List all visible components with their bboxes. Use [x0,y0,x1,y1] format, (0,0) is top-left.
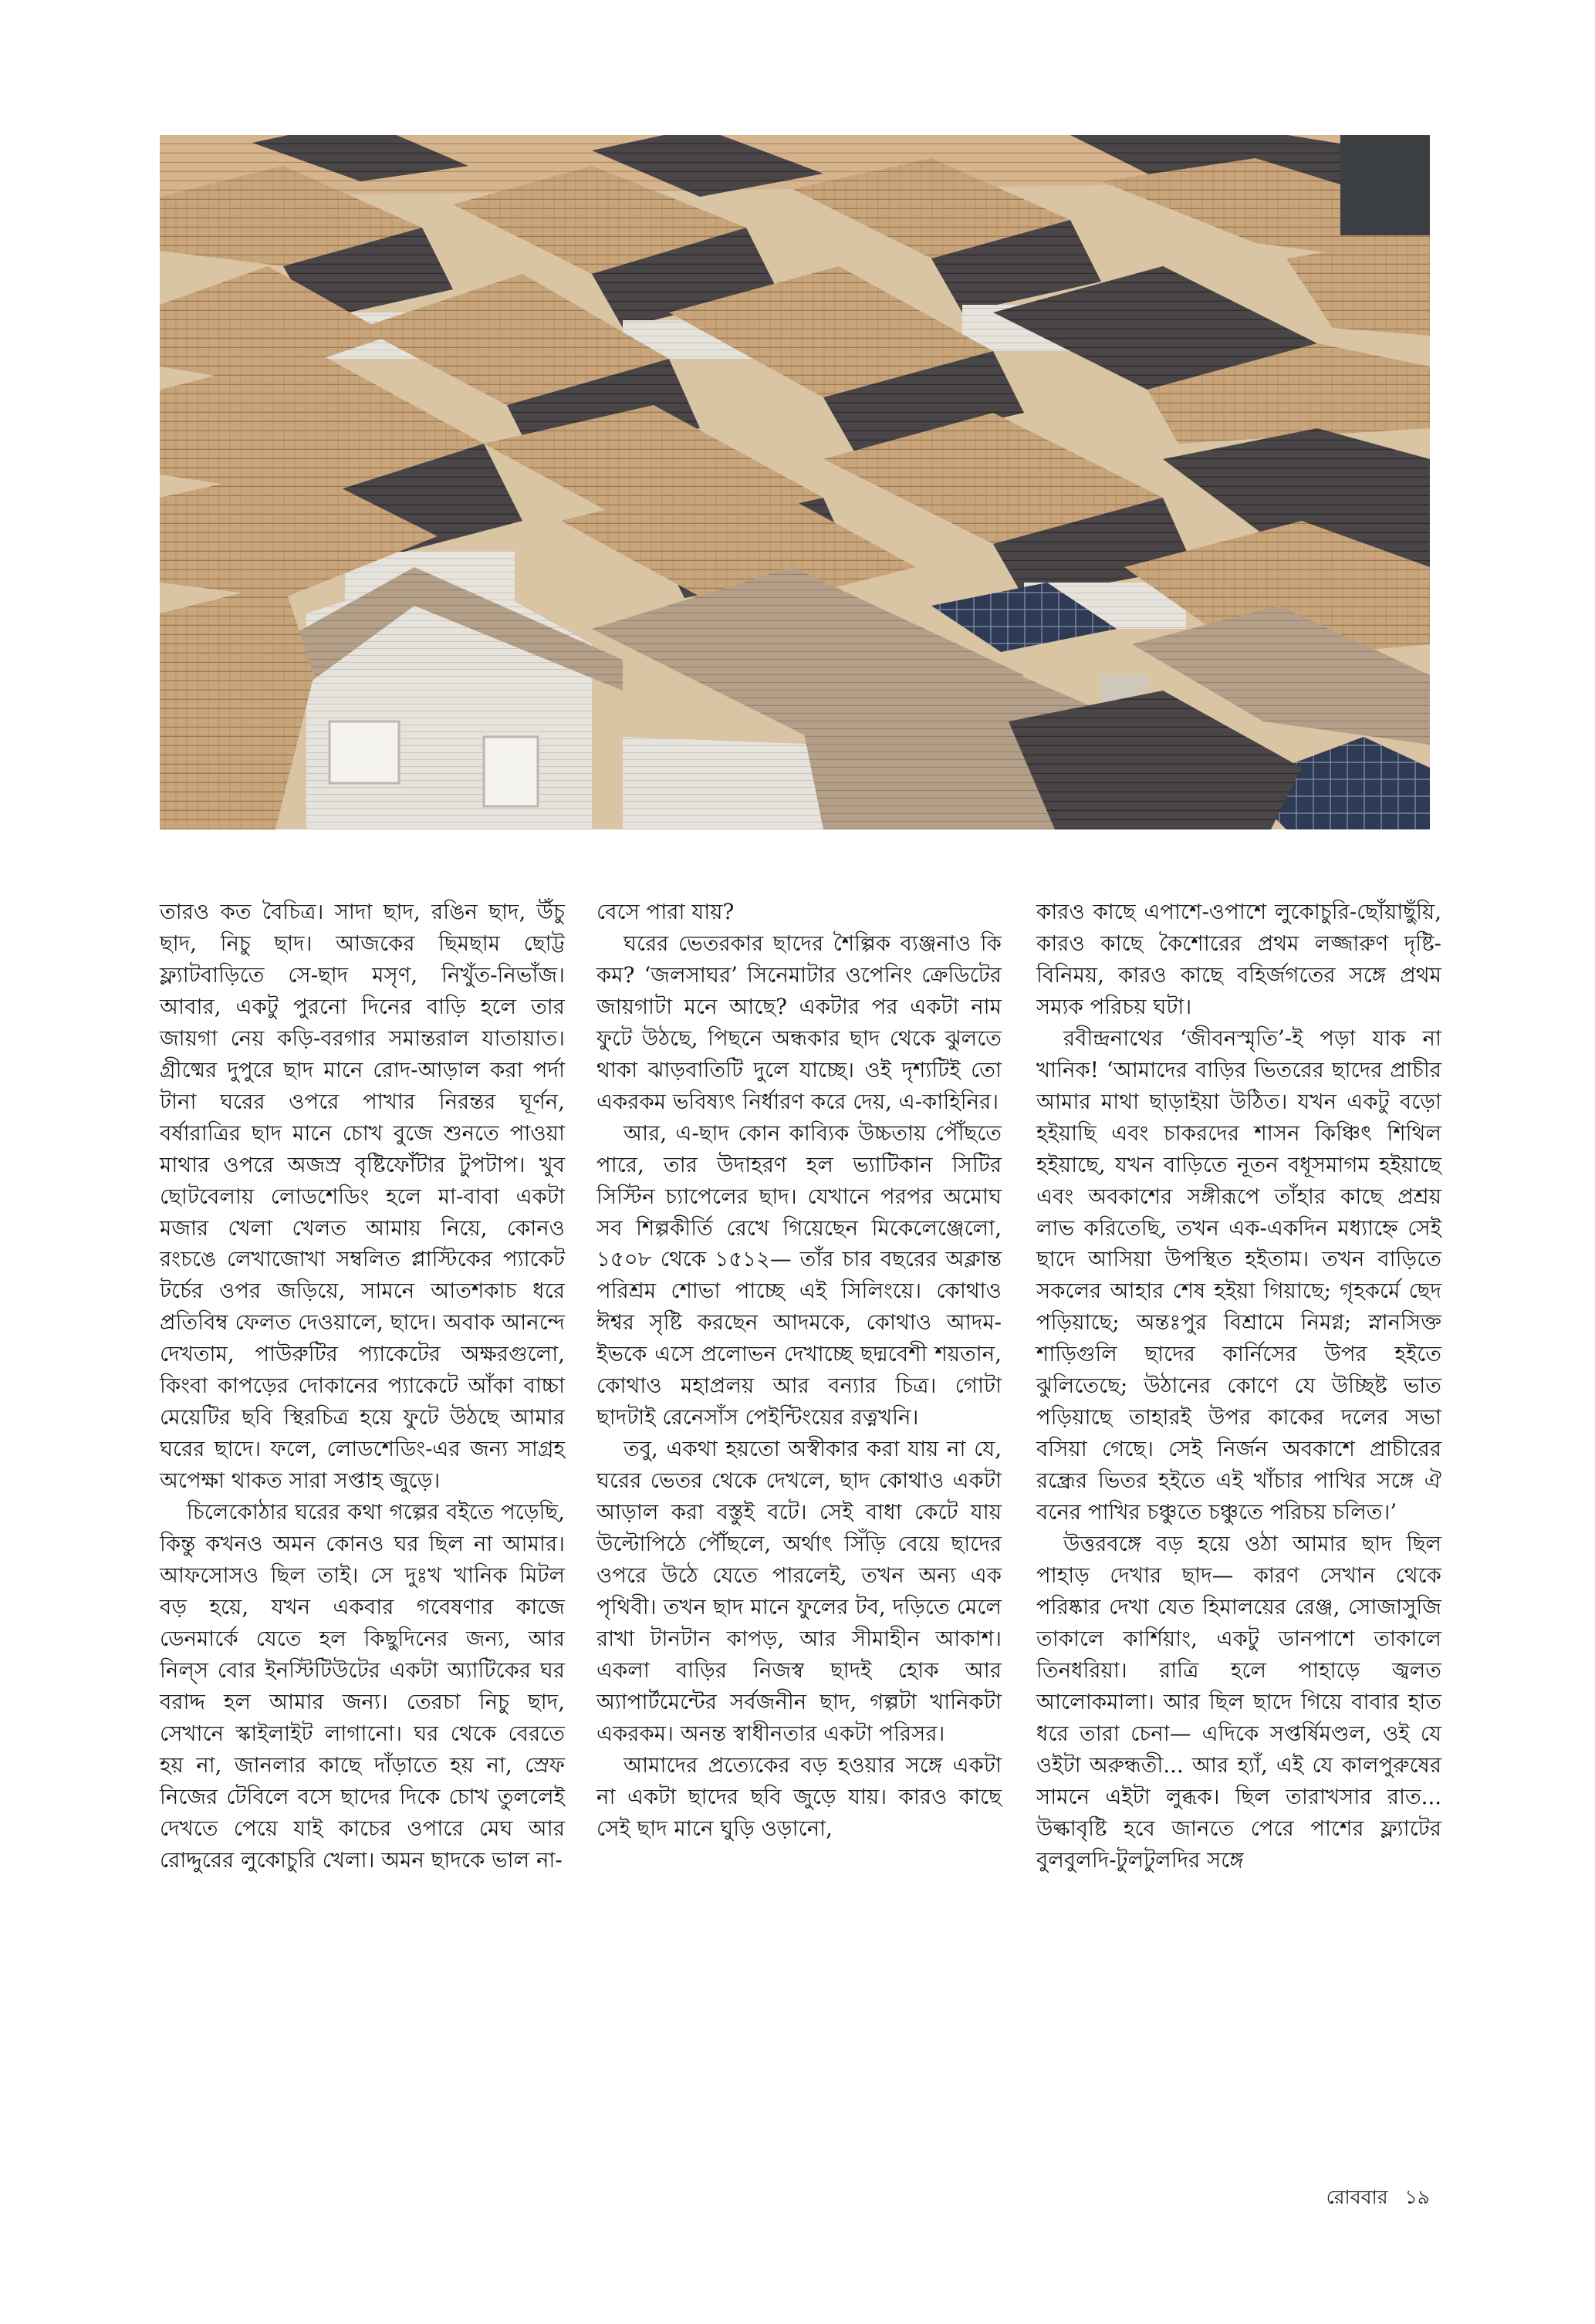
paragraph: বেসে পারা যায়? [596,899,735,924]
paragraph: তবু, একথা হয়তো অস্বীকার করা যায় না যে, ঘরের ভেতর থেকে দেখলে, ছাদ কোথাও একটা আড়াল করা বস্তুই বটে। সেই বাধা কেটে যায় উল্টোপিঠে পৌঁছলে, অর্থাৎ সিঁড়ি বেয়ে ছাদের ওপরে উঠে যেতে পারলেই, তখন অন্য এক পৃথিবী। তখন ছাদ মানে ফুলের টব, দড়িতে মেলে রাখা টানটান কাপড়, আর সীমাহীন আকাশ। একলা বাড়ির নিজস্ব ছাদই হোক আর অ্যাপার্টমেন্টের সর্বজনীন ছাদ, গল্পটা খানিকটা একরকম। অনন্ত স্বাধীনতার একটা পরিসর। [596,1436,1002,1746]
text-column-2 [596,897,1002,1845]
magazine-name: রোববার [1326,2186,1388,2208]
page-number: ১৯ [1404,2186,1430,2208]
tiled-rooftops-photo-icon [160,135,1430,829]
paragraph: তারও কত বৈচিত্র। সাদা ছাদ, রঙিন ছাদ, উঁচু ছাদ, নিচু ছাদ। আজকের ছিমছাম ছোট্ট ফ্ল্যাটবাড়িতে সে-ছাদ মসৃণ, নিখুঁত-নিভাঁজ। আবার, একটু পুরনো দিনের বাড়ি হলে তার জায়গা নেয় কড়ি-বরগার সমান্তরাল যাতায়াত। গ্রীষ্মের দুপুরে ছাদ মানে রোদ-আড়াল করা পর্দা টানা ঘরের ওপরে পাখার নিরন্তর ঘূর্ণন, বর্ষারাত্রির ছাদ মানে চোখ বুজে শুনতে পাওয়া মাথার ওপরে অজস্র বৃষ্টিফোঁটার টুপটাপ। খুব ছোটবেলায় লোডশেডিং হলে মা-বাবা একটা মজার খেলা খেলত আমায় নিয়ে, কোনও রংচঙে লেখাজোখা সম্বলিত প্লাস্টিকের প্যাকেট টর্চের ওপর জড়িয়ে, সামনে আতশকাচ ধরে প্রতিবিম্ব ফেলত দেওয়ালে, ছাদে। অবাক আনন্দে দেখতাম, পাউরুটির প্যাকেটের অক্ষরগুলো, কিংবা কাপড়ের দোকানের প্যাকেটে আঁকা বাচ্চা মেয়েটির ছবি স্থিরচিত্র হয়ে ফুটে উঠছে আমার ঘরের ছাদে। ফলে, লোডশেডিং-এর জন্য সাগ্রহ অপেক্ষা থাকত সারা সপ্তাহ জুড়ে। [160,899,565,1494]
paragraph: উত্তরবঙ্গে বড় হয়ে ওঠা আমার ছাদ ছিল পাহাড় দেখার ছাদ— কারণ সেখান থেকে পরিষ্কার দেখা যেত হিমালয়ের রেঞ্জ, সোজাসুজি তাকালে কার্শিয়াং, একটু ডানপাশে তাকালে তিনধরিয়া। রাত্রি হলে পাহাড়ে জ্বলত আলোকমালা। আর ছিল ছাদে গিয়ে বাবার হাত ধরে তারা চেনা— এদিকে সপ্তর্ষিমণ্ডল, ওই যে ওইটা অরুন্ধতী... আর হ্যাঁ, এই যে কালপুরুষের সামনে এইটা লুব্ধক। ছিল তারাখসার রাত... উল্কাবৃষ্টি হবে জানতে পেরে পাশের ফ্ল্যাটের বুলবুলদি-টুলটুলদির সঙ্গে [1036,1531,1441,1873]
paragraph: কারও কাছে এপাশে-ওপাশে লুকোচুরি-ছোঁয়াছুঁয়ি, কারও কাছে কৈশোরের প্রথম লজ্জারুণ দৃষ্টি-বিনিময়, কারও কাছে বহির্জগতের সঙ্গে প্রথম সম্যক পরিচয় ঘটা। [1036,899,1441,1019]
paragraph: রবীন্দ্রনাথের ‘জীবনস্মৃতি’-ই পড়া যাক না খানিক! ‘আমাদের বাড়ির ভিতরের ছাদের প্রাচীর আমার মাথা ছাড়াইয়া উঠিত। যখন একটু বড়ো হইয়াছি এবং চাকরদের শাসন কিঞ্চিৎ শিথিল হইয়াছে, যখন বাড়িতে নূতন বধূসমাগম হইয়াছে এবং অবকাশের সঙ্গীরূপে তাঁহার কাছে প্রশ্রয় লাভ করিতেছি, তখন এক-একদিন মধ্যাহ্নে সেই ছাদে আসিয়া উপস্থিত হইতাম। তখন বাড়িতে সকলের আহার শেষ হইয়া গিয়াছে; গৃহকর্মে ছেদ পড়িয়াছে; অন্তঃপুর বিশ্রামে নিমগ্ন; স্নানসিক্ত শাড়িগুলি ছাদের কার্নিসের উপর হইতে ঝুলিতেছে; উঠানের কোণে যে উচ্ছিষ্ট ভাত পড়িয়াছে তাহারই উপর কাকের দলের সভা বসিয়া গেছে। সেই নির্জন অবকাশে প্রাচীরের রন্ধ্রের ভিতর হইতে এই খাঁচার পাখির সঙ্গে ঐ বনের পাখির চঞ্চুতে চঞ্চুতে পরিচয় চলিত।’ [1036,1025,1441,1525]
text-column-1 [160,897,565,1876]
paragraph: ঘরের ভেতরকার ছাদের শৈল্পিক ব্যঞ্জনাও কি কম? ‘জলসাঘর’ সিনেমাটার ওপেনিং ক্রেডিটের জায়গাটা মনে আছে? একটার পর একটা নাম ফুটে উঠছে, পিছনে অন্ধকার ছাদ থেকে ঝুলতে থাকা ঝাড়বাতিটি দুলে যাচ্ছে। ওই দৃশ্যটিই তো একরকম ভবিষ্যৎ নির্ধারণ করে দেয়, এ-কাহিনির। [596,930,1002,1114]
text-column-3 [1036,897,1441,1876]
rooftops-photo [160,135,1430,829]
paragraph: আমাদের প্রত্যেকের বড় হওয়ার সঙ্গে একটা না একটা ছাদের ছবি জুড়ে যায়। কারও কাছে সেই ছাদ মানে ঘুড়ি ওড়ানো, [596,1751,1002,1841]
paragraph: চিলেকোঠার ঘরের কথা গল্পের বইতে পড়েছি, কিন্তু কখনও অমন কোনও ঘর ছিল না আমার। আফসোসও ছিল তাই। সে দুঃখ খানিক মিটল বড় হয়ে, যখন একবার গবেষণার কাজে ডেনমার্কে যেতে হল কিছুদিনের জন্য, আর নিল্‌স বোর ইনস্টিটিউটের একটা অ্যাটিকের ঘর বরাদ্দ হল আমার জন্য। তেরচা নিচু ছাদ, সেখানে স্কাইলাইট লাগানো। ঘর থেকে বেরতে হয় না, জানলার কাছে দাঁড়াতে হয় না, স্রেফ নিজের টেবিলে বসে ছাদের দিকে চোখ তুললেই দেখতে পেয়ে যাই কাচের ওপারে মেঘ আর রোদ্দুরের লুকোচুরি খেলা। অমন ছাদকে ভাল না- [160,1499,565,1873]
paragraph: আর, এ-ছাদ কোন কাব্যিক উচ্চতায় পৌঁছতে পারে, তার উদাহরণ হল ভ্যাটিকান সিটির সিস্টিন চ্যাপেলের ছাদ। যেখানে পরপর অমোঘ সব শিল্পকীর্তি রেখে গিয়েছেন মিকেলেঞ্জেলো, ১৫০৮ থেকে ১৫১২— তাঁর চার বছরের অক্লান্ত পরিশ্রম শোভা পাচ্ছে এই সিলিংয়ে। কোথাও ঈশ্বর সৃষ্টি করছেন আদমকে, কোথাও আদম-ইভকে এসে প্রলোভন দেখাচ্ছে ছদ্মবেশী শয়তান, কোথাও মহাপ্রলয় আর বন্যার চিত্র। গোটা ছাদটাই রেনেসাঁস পেইন্টিংয়ের রত্নখনি। [596,1120,1002,1431]
page-footer [1326,2182,1430,2215]
